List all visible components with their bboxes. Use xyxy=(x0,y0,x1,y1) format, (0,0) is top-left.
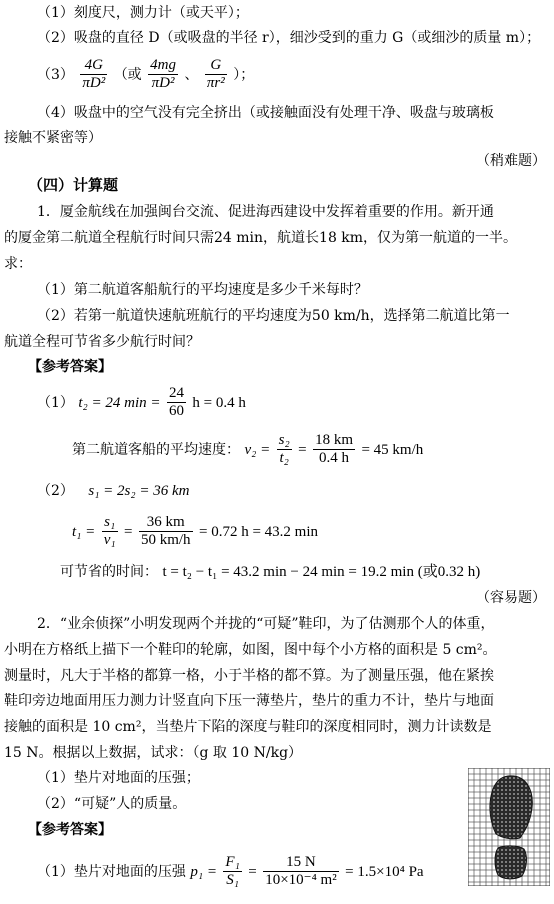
equals-sign: = xyxy=(124,523,133,540)
fraction-F1-over-S1: $\frac{\text{F₁}}{\text{S₁}}$ xyxy=(225,854,240,889)
answer-3-or: （或 xyxy=(113,66,142,83)
q2-line-6: 15 N。根据以上数据，试求：（g 取 10 N/kg） xyxy=(4,745,303,761)
q1-avg-speed-label: 第二航道客船的平均速度： xyxy=(72,441,240,458)
q1-sub-1: （1）第二航道客船航行的平均速度是多少千米每时？ xyxy=(37,282,368,298)
fraction-15N-over-area: $\frac{15 N}{\text{10×10⁻⁴ m²}}$ xyxy=(265,854,337,889)
equals-sign: = xyxy=(298,441,307,458)
q1-time-result: = 0.72 h = 43.2 min xyxy=(199,523,319,540)
q2-line-5: 接触的面积是 10 cm²，当垫片下陷的深度与鞋印的深度相同时，测力计读数是 xyxy=(4,719,492,735)
q2-line-3: 测量时，凡大于半格的都算一格，小于半格的都不算。为了测量压强，他在紧挨 xyxy=(4,668,494,684)
q1-time-lhs: t₁ = xyxy=(72,523,96,540)
q2-pressure-lhs: p₁ = xyxy=(190,863,217,880)
q2-pressure-result: = 1.5×10⁴ Pa xyxy=(345,863,424,880)
q1-line-2: 的厦金第二航道全程航行时间只需24 min，航道长18 km，仅为第一航道的一半。 xyxy=(4,230,518,246)
equals-sign: = xyxy=(248,863,257,880)
formula-4G-over-piD2: $\frac{4G}{\text{πD²}}$ xyxy=(82,57,106,92)
q2-reference-answer: 【参考答案】 xyxy=(28,822,112,838)
q1-avg-speed-result: = 45 km/h xyxy=(361,441,424,458)
q1-solution-1-prefix: （1） xyxy=(37,394,74,411)
q1-saved-time xyxy=(60,565,480,580)
fraction-s1-over-v1: $\frac{\text{s₁}}{\text{v₁}}$ xyxy=(103,514,116,549)
formula-G-over-pir2: $\frac{G}{\text{πr²}}$ xyxy=(206,57,225,92)
fraction-s2-over-t2: $\frac{\text{s₂}}{\text{t₂}}$ xyxy=(278,432,290,467)
q1-avg-speed-lhs: v₂ = xyxy=(244,441,271,458)
q1-solution-1-rhs: h = 0.4 h xyxy=(192,394,246,411)
q1-reference-answer: 【参考答案】 xyxy=(28,359,112,375)
q2-line-1: 2．“业余侦探”小明发现两个并拢的“可疑”鞋印，为了估测那个人的体重， xyxy=(37,616,495,632)
q2-line-2: 小明在方格纸上描下一个鞋印的轮廓，如图，图中每个小方格的面积是 5 cm²。 xyxy=(4,642,497,658)
q2-sub-2: （2）“可疑”人的质量。 xyxy=(37,796,187,812)
q1-solution-1b xyxy=(72,432,423,468)
shoeprint-grid-figure xyxy=(468,768,550,886)
fraction-36km-over-50kmh: $\frac{36 km}{50 km/h}$ xyxy=(140,514,191,549)
difficulty-label-1: （稍难题） xyxy=(476,153,546,169)
q1-solution-1 xyxy=(37,385,246,421)
q1-solution-2 xyxy=(37,484,189,499)
q1-solution-1-lhs: t₂ = 24 min = xyxy=(78,394,161,411)
answer-line-1: （1）刻度尺，测力计（或天平）； xyxy=(37,5,249,21)
answer-3-end: ）； xyxy=(233,66,255,83)
q2-solution-1-label: （1）垫片对地面的压强 xyxy=(37,863,186,880)
answer-line-3 xyxy=(37,57,254,93)
q2-sub-1: （1）垫片对地面的压强； xyxy=(37,770,200,786)
answer-3-prefix: （3） xyxy=(37,66,74,83)
q1-sub-2b: 航道全程可节省多少航行时间？ xyxy=(4,334,200,350)
fraction-18km-over-0.4h: $\frac{18 km}{0.4 h}$ xyxy=(315,432,354,467)
answer-line-4a: （4）吸盘中的空气没有完全挤出（或接触面没有处理干净、吸盘与玻璃板 xyxy=(37,105,494,121)
section-title: （四）计算题 xyxy=(28,176,119,194)
q2-solution-1 xyxy=(37,854,424,890)
q1-line-1: 1．厦金航线在加强闽台交流、促进海西建设中发挥着重要的作用。新开通 xyxy=(37,204,494,220)
q1-saved-time-label: 可节省的时间： xyxy=(60,564,158,580)
fraction-24-over-60: $\frac{24}{60}$ xyxy=(168,385,184,420)
q1-sub-2a: （2）若第一航道快速航班航行的平均速度为50 km/h，选择第二航道比第一 xyxy=(37,308,510,324)
q1-saved-time-equation: t = t₂ − t₁ = 43.2 min − 24 min = 19.2 min (或0.32 h) xyxy=(162,564,481,580)
difficulty-label-2: （容易题） xyxy=(476,590,546,606)
q2-line-4: 鞋印旁边地面用压力测力计竖直向下压一薄垫片，垫片的重力不计，垫片与地面 xyxy=(4,693,494,709)
q1-solution-2-distance: s₁ = 2s₂ = 36 km xyxy=(88,483,190,499)
answer-line-4b: 接触不紧密等） xyxy=(4,130,102,146)
answer-line-2: （2）吸盘的直径 D（或吸盘的半径 r），细沙受到的重力 G（或细沙的质量 m）； xyxy=(37,30,541,46)
formula-4mg-over-piD2: $\frac{4mg}{\text{πD²}}$ xyxy=(150,57,176,92)
q1-line-3: 求： xyxy=(4,256,32,272)
q1-solution-2-prefix: （2） xyxy=(37,483,74,499)
q1-solution-2b xyxy=(72,514,318,550)
answer-3-sep: 、 xyxy=(184,66,199,83)
